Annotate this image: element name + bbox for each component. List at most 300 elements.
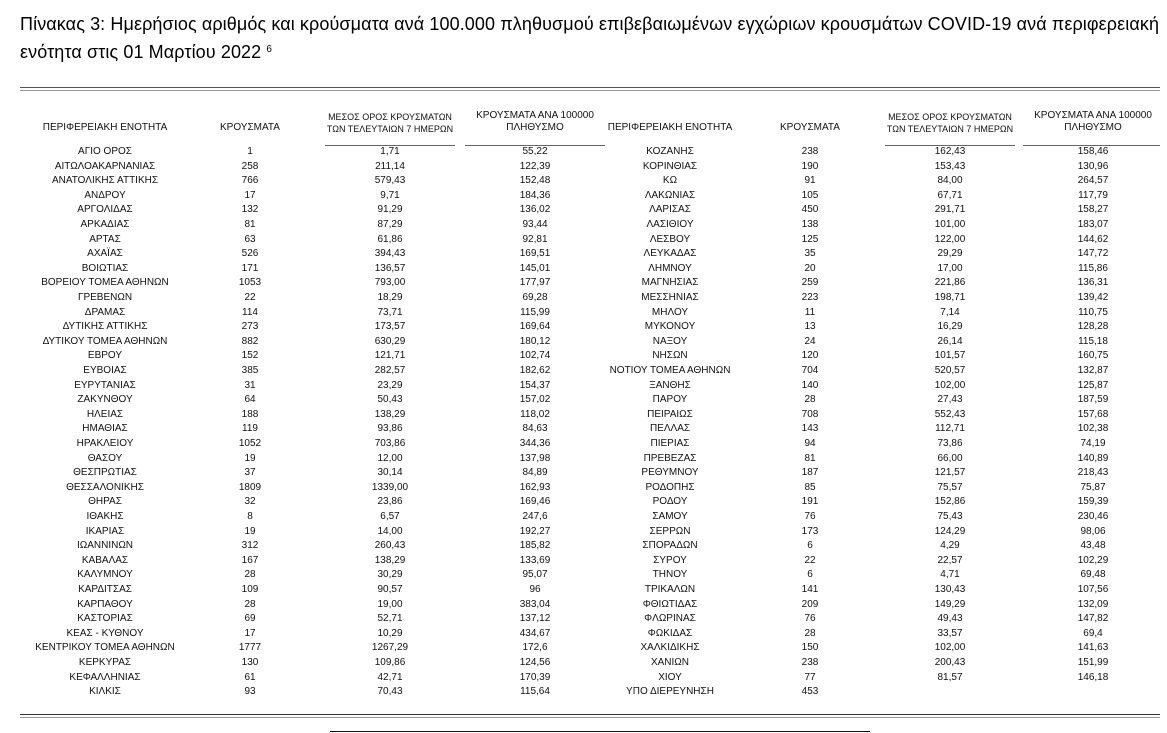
cell-per100k-left: 92,81 — [522, 233, 548, 245]
cell-region-left: ΔΥΤΙΚΗΣ ΑΤΤΙΚΗΣ — [62, 321, 148, 333]
cell-per100k-right: 183,07 — [1077, 219, 1109, 230]
cell-cases-right: 141 — [801, 584, 819, 595]
cell-avg7-left: 1267,29 — [371, 642, 409, 654]
cell-cases-right: 209 — [801, 598, 819, 610]
cell-per100k-left: 383,04 — [519, 598, 551, 610]
cell-avg7-left: 91,29 — [377, 204, 403, 216]
cell-per100k-right: 115,86 — [1078, 262, 1108, 274]
cell-region-right: ΧΑΝΙΩΝ — [650, 657, 690, 668]
cell-region-right: ΜΥΚΟΝΟΥ — [644, 321, 696, 333]
cell-region-right: ΚΩ — [662, 175, 678, 187]
header-avg7-right — [880, 112, 1020, 134]
cell-avg7-left: 6,57 — [380, 511, 400, 522]
cell-region-right: ΧΙΟΥ — [658, 671, 682, 683]
cell-region-left: ΖΑΚΥΝΘΟΥ — [77, 394, 133, 406]
cell-avg7-left: 10,29 — [377, 627, 403, 639]
cell-region-right: ΛΗΜΝΟΥ — [648, 262, 692, 274]
cell-region-right: ΥΠΟ ΔΙΕΡΕΥΝΗΣΗ — [626, 686, 714, 698]
cell-per100k-right: 130,96 — [1077, 160, 1109, 172]
cell-cases-left: 1052 — [238, 438, 262, 449]
cell-avg7-left: 9,71 — [380, 189, 400, 201]
cell-cases-right: 704 — [801, 365, 819, 376]
cell-cases-right: 453 — [801, 686, 819, 698]
cell-cases-left: 882 — [241, 335, 259, 347]
cell-per100k-right: 125,87 — [1077, 379, 1109, 391]
table-row — [20, 627, 1160, 642]
header-per100k-right-l2: ΠΛΗΘΥΣΜΟ — [1064, 122, 1122, 133]
cell-per100k-right: 158,46 — [1077, 146, 1109, 157]
table-caption — [20, 10, 1160, 66]
caption-line-2 — [20, 38, 1160, 66]
cell-region-right: ΤΡΙΚΑΛΩΝ — [644, 584, 696, 595]
cell-avg7-left: 138,29 — [374, 408, 406, 420]
cell-per100k-left: 184,36 — [519, 189, 551, 201]
cell-region-right: ΠΑΡΟΥ — [652, 394, 688, 406]
cell-region-right: ΦΘΙΩΤΙΔΑΣ — [642, 598, 698, 610]
cell-region-left: ΙΩΑΝΝΙΝΩΝ — [76, 540, 134, 552]
cell-per100k-left: 169,51 — [519, 248, 551, 260]
cell-region-right: ΝΑΞΟΥ — [652, 335, 688, 347]
cell-cases-left: 31 — [244, 379, 256, 391]
cell-region-right: ΡΟΔΟΠΗΣ — [645, 481, 695, 493]
caption-line-2-text: ενότητα στις 01 Μαρτίου 2022 — [20, 42, 267, 62]
cell-per100k-right: 132,09 — [1077, 598, 1109, 610]
cell-per100k-left: 154,37 — [519, 379, 551, 391]
cell-cases-right: 150 — [801, 642, 819, 654]
cell-cases-right: 85 — [804, 481, 816, 493]
cell-region-left: ΙΚΑΡΙΑΣ — [85, 525, 125, 537]
cell-per100k-left: 115,99 — [520, 306, 550, 318]
cell-cases-left: 64 — [244, 394, 256, 406]
cell-avg7-left: 30,14 — [377, 467, 403, 479]
cell-region-left: ΕΥΒΟΙΑΣ — [83, 365, 127, 376]
cell-cases-right: 13 — [804, 321, 816, 333]
cell-cases-right: 20 — [804, 262, 816, 274]
cell-avg7-right: 26,14 — [937, 335, 963, 347]
cell-avg7-right: 33,57 — [937, 627, 963, 639]
cell-cases-right: 191 — [801, 496, 819, 508]
cell-per100k-left: 185,82 — [519, 540, 551, 552]
cell-region-left: ΚΕΝΤΡΙΚΟΥ ΤΟΜΕΑ ΑΘΗΝΩΝ — [35, 642, 175, 654]
cell-cases-right: 138 — [801, 219, 819, 230]
cell-region-right: ΣΕΡΡΩΝ — [649, 525, 691, 537]
cell-per100k-left: 172,6 — [522, 642, 548, 654]
table-row — [20, 598, 1160, 613]
cell-avg7-right: 49,43 — [937, 613, 963, 625]
cell-cases-left: 17 — [244, 627, 256, 639]
cell-cases-right: 143 — [801, 423, 819, 435]
cell-region-left: ΚΑΡΔΙΤΣΑΣ — [78, 584, 132, 595]
cell-region-left: ΑΡΓΟΛΙΔΑΣ — [77, 204, 133, 216]
cell-per100k-right: 128,28 — [1077, 321, 1109, 333]
cell-cases-right: 223 — [801, 292, 819, 303]
table-row — [20, 466, 1160, 481]
cell-cases-right: 238 — [801, 146, 819, 157]
cell-avg7-right: 16,29 — [937, 321, 963, 333]
cell-region-left: ΚΑΛΥΜΝΟΥ — [77, 569, 133, 581]
cell-region-left: ΚΕΑΣ - ΚΥΘΝΟΥ — [66, 627, 144, 639]
cell-avg7-left: 73,71 — [377, 306, 403, 318]
cell-region-left: ΘΗΡΑΣ — [88, 496, 122, 508]
table-row — [20, 379, 1160, 394]
cell-cases-left: 132 — [241, 204, 259, 216]
cell-cases-right: 105 — [801, 189, 819, 201]
cell-avg7-right: 4,71 — [940, 569, 960, 581]
cell-avg7-left: 19,00 — [377, 598, 403, 610]
cell-cases-left: 385 — [241, 365, 259, 376]
cell-per100k-left: 96 — [529, 584, 541, 595]
cell-per100k-right: 69,4 — [1083, 627, 1103, 639]
cell-cases-left: 312 — [241, 540, 259, 552]
cell-per100k-left: 152,48 — [519, 175, 551, 187]
cell-region-right: ΡΟΔΟΥ — [652, 496, 688, 508]
cell-per100k-left: 170,39 — [519, 671, 551, 683]
cell-avg7-right: 149,29 — [934, 598, 966, 610]
cell-cases-right: 35 — [804, 248, 816, 260]
cell-region-left: ΘΕΣΣΑΛΟΝΙΚΗΣ — [66, 481, 144, 493]
header-cases-right: ΚΡΟΥΣΜΑΤΑ — [780, 122, 840, 133]
cell-avg7-left: 109,86 — [374, 657, 406, 668]
cell-region-left: ΕΒΡΟΥ — [87, 350, 123, 362]
cell-cases-right: 450 — [801, 204, 819, 216]
cell-avg7-left: 90,57 — [377, 584, 403, 595]
cell-avg7-left: 50,43 — [377, 394, 403, 406]
cell-avg7-left: 703,86 — [374, 438, 406, 449]
cell-region-right: ΛΕΣΒΟΥ — [649, 233, 691, 245]
cell-avg7-right: 67,71 — [937, 189, 963, 201]
cell-avg7-right: 4,29 — [940, 540, 960, 552]
cell-cases-left: 167 — [241, 554, 259, 566]
cell-per100k-left: 192,27 — [519, 525, 551, 537]
cell-per100k-left: 84,63 — [522, 423, 548, 435]
cell-per100k-right: 218,43 — [1077, 467, 1109, 479]
cell-avg7-left: 87,29 — [377, 219, 403, 230]
cell-per100k-left: 145,01 — [519, 262, 551, 274]
cell-cases-right: 28 — [804, 627, 816, 639]
header-avg7-left-l1: ΜΕΣΟΣ ΟΡΟΣ ΚΡΟΥΣΜΑΤΩΝ — [328, 112, 452, 122]
cell-region-left: ΗΜΑΘΙΑΣ — [82, 423, 128, 435]
cell-region-right: ΛΕΥΚΑΔΑΣ — [643, 248, 697, 260]
cell-per100k-left: 434,67 — [519, 627, 551, 639]
table-row — [20, 247, 1160, 262]
cell-cases-left: 1053 — [238, 277, 262, 289]
cell-cases-right: 28 — [804, 394, 816, 406]
cell-cases-left: 1809 — [238, 481, 262, 493]
cell-avg7-right: 101,57 — [934, 350, 966, 362]
cell-region-left: ΙΘΑΚΗΣ — [86, 511, 124, 522]
cell-avg7-left: 14,00 — [377, 525, 403, 537]
cell-per100k-right: 264,57 — [1077, 175, 1109, 187]
cell-cases-right: 238 — [801, 657, 819, 668]
cell-avg7-right: 66,00 — [937, 452, 963, 464]
cell-cases-right: 91 — [804, 175, 816, 187]
cell-avg7-right: 153,43 — [934, 160, 966, 172]
cell-avg7-right: 73,86 — [937, 438, 963, 449]
cell-cases-right: 76 — [804, 511, 816, 522]
cell-avg7-left: 211,14 — [375, 160, 405, 172]
header-avg7-right-l1: ΜΕΣΟΣ ΟΡΟΣ ΚΡΟΥΣΜΑΤΩΝ — [888, 112, 1012, 122]
cell-per100k-left: 162,93 — [519, 481, 551, 493]
cell-cases-left: 1 — [247, 146, 253, 157]
cell-cases-left: 258 — [241, 160, 259, 172]
cell-avg7-left: 1,71 — [380, 146, 400, 157]
cell-avg7-left: 793,00 — [374, 277, 406, 289]
table-row — [20, 364, 1160, 379]
cell-avg7-left: 138,29 — [374, 554, 406, 566]
cell-cases-right: 81 — [804, 452, 816, 464]
table-row — [20, 306, 1160, 321]
cell-per100k-left: 84,89 — [522, 467, 548, 479]
header-region-left: ΠΕΡΙΦΕΡΕΙΑΚΗ ΕΝΟΤΗΤΑ — [42, 122, 168, 133]
cell-per100k-left: 124,56 — [519, 657, 551, 668]
cell-avg7-left: 260,43 — [374, 540, 406, 552]
cell-cases-right: 24 — [804, 335, 816, 347]
cell-cases-left: 61 — [244, 671, 256, 683]
cell-cases-right: 125 — [801, 233, 819, 245]
footnote-marker: 6 — [266, 44, 273, 55]
cell-per100k-right: 132,87 — [1077, 365, 1109, 376]
cell-region-left: ΓΡΕΒΕΝΩΝ — [77, 292, 133, 303]
cell-avg7-right: 200,43 — [934, 657, 966, 668]
cell-avg7-left: 23,29 — [377, 379, 403, 391]
cell-avg7-right: 121,57 — [934, 467, 966, 479]
cell-avg7-left: 282,57 — [374, 365, 406, 376]
cell-per100k-right: 230,46 — [1077, 511, 1109, 522]
cell-avg7-right: 291,71 — [934, 204, 966, 216]
cell-region-left: ΒΟΡΕΙΟΥ ΤΟΜΕΑ ΑΘΗΝΩΝ — [41, 277, 169, 289]
cell-cases-left: 63 — [244, 233, 256, 245]
cell-avg7-left: 42,71 — [377, 671, 403, 683]
cell-per100k-left: 344,36 — [519, 438, 551, 449]
cell-region-left: ΚΕΡΚΥΡΑΣ — [78, 657, 132, 668]
cell-avg7-right: 102,00 — [934, 642, 966, 654]
cell-region-right: ΝΟΤΙΟΥ ΤΟΜΕΑ ΑΘΗΝΩΝ — [609, 365, 731, 376]
cell-cases-left: 114 — [242, 306, 258, 318]
cell-per100k-right: 139,42 — [1077, 292, 1109, 303]
cell-per100k-left: 182,62 — [519, 365, 551, 376]
table-row — [20, 233, 1160, 248]
table-row — [20, 525, 1160, 540]
cell-region-left: ΚΕΦΑΛΛΗΝΙΑΣ — [69, 671, 141, 683]
cell-region-left: ΚΙΛΚΙΣ — [89, 686, 121, 698]
cell-region-left: ΚΑΣΤΟΡΙΑΣ — [77, 613, 133, 625]
cell-region-right: ΣΑΜΟΥ — [652, 511, 688, 522]
cell-avg7-left: 579,43 — [374, 175, 406, 187]
cell-avg7-left: 12,00 — [377, 452, 403, 464]
cell-avg7-left: 1339,00 — [371, 481, 409, 493]
table-row — [20, 539, 1160, 554]
cell-per100k-left: 95,07 — [522, 569, 548, 581]
table-row — [20, 408, 1160, 423]
cell-region-left: ΑΝΑΤΟΛΙΚΗΣ ΑΤΤΙΚΗΣ — [51, 175, 159, 187]
cell-cases-right: 173 — [801, 525, 819, 537]
header-per100k-left-l2: ΠΛΗΘΥΣΜΟ — [506, 122, 564, 133]
cell-avg7-left: 121,71 — [374, 350, 406, 362]
cell-region-right: ΝΗΣΩΝ — [652, 350, 688, 362]
bottom-rule-2 — [20, 717, 1160, 718]
cell-cases-right: 187 — [801, 467, 819, 479]
cell-per100k-left: 115,64 — [520, 686, 550, 698]
cell-region-left: ΘΕΣΠΡΩΤΙΑΣ — [73, 467, 137, 479]
table-row — [20, 568, 1160, 583]
cell-avg7-left: 630,29 — [374, 335, 406, 347]
top-rule — [20, 87, 1160, 88]
cell-avg7-left: 52,71 — [377, 613, 403, 625]
cell-cases-left: 19 — [244, 452, 256, 464]
cell-cases-right: 22 — [804, 554, 816, 566]
cell-per100k-right: 117,79 — [1078, 189, 1108, 201]
cell-avg7-left: 136,57 — [374, 262, 406, 274]
table-row — [20, 335, 1160, 350]
cell-region-right: ΣΠΟΡΑΔΩΝ — [642, 540, 698, 552]
cell-cases-left: 766 — [241, 175, 259, 187]
table-row — [20, 189, 1160, 204]
cell-per100k-left: 122,39 — [519, 160, 551, 172]
cell-avg7-right: 221,86 — [934, 277, 966, 289]
cell-avg7-right: 124,29 — [934, 525, 966, 537]
cell-avg7-left: 23,86 — [377, 496, 403, 508]
cell-per100k-right: 147,72 — [1077, 248, 1109, 260]
header-per100k-left — [465, 110, 605, 133]
cell-cases-right: 6 — [807, 540, 813, 552]
cell-avg7-left: 61,86 — [377, 233, 403, 245]
cell-avg7-right: 122,00 — [934, 233, 966, 245]
cell-region-right: ΞΑΝΘΗΣ — [649, 379, 691, 391]
cell-region-right: ΣΥΡΟΥ — [653, 554, 687, 566]
cell-avg7-right: 75,43 — [937, 511, 963, 522]
table-row — [20, 262, 1160, 277]
cell-region-right: ΚΟΡΙΝΘΙΑΣ — [642, 160, 698, 172]
cell-avg7-left: 173,57 — [374, 321, 406, 333]
header-per100k-right-l1: ΚΡΟΥΣΜΑΤΑ ΑΝΑ 100000 — [1034, 110, 1152, 121]
cell-region-right: ΜΕΣΣΗΝΙΑΣ — [641, 292, 699, 303]
cell-cases-left: 171 — [241, 262, 259, 274]
cell-region-right: ΜΗΛΟΥ — [651, 306, 689, 318]
table-row — [20, 203, 1160, 218]
cell-per100k-right: 75,87 — [1080, 481, 1106, 493]
cell-region-right: ΛΑΚΩΝΙΑΣ — [644, 189, 696, 201]
header-per100k-right — [1023, 110, 1163, 133]
cell-avg7-right: 75,57 — [937, 481, 963, 493]
table-row — [20, 656, 1160, 671]
cell-region-right: ΠΙΕΡΙΑΣ — [650, 438, 690, 449]
cell-avg7-left: 93,86 — [377, 423, 403, 435]
cell-per100k-right: 141,63 — [1077, 642, 1109, 654]
cell-per100k-right: 187,59 — [1077, 394, 1109, 406]
cell-avg7-right: 130,43 — [934, 584, 966, 595]
cell-cases-left: 19 — [244, 525, 256, 537]
cell-cases-left: 1777 — [238, 642, 262, 654]
cell-avg7-left: 394,43 — [374, 248, 406, 260]
cell-avg7-left: 70,43 — [377, 686, 403, 698]
cell-avg7-right: 29,29 — [937, 248, 963, 260]
table-row — [20, 349, 1160, 364]
cell-per100k-right: 102,29 — [1077, 554, 1109, 566]
cell-cases-left: 28 — [244, 598, 256, 610]
cell-cases-right: 6 — [807, 569, 813, 581]
table-row — [20, 393, 1160, 408]
cell-avg7-right: 22,57 — [937, 554, 963, 566]
cell-cases-left: 130 — [241, 657, 259, 668]
cell-region-left: ΚΑΡΠΑΘΟΥ — [77, 598, 133, 610]
cell-cases-left: 81 — [244, 219, 256, 230]
cell-region-left: ΔΡΑΜΑΣ — [84, 306, 126, 318]
table-row — [20, 422, 1160, 437]
table-row — [20, 276, 1160, 291]
cell-per100k-right: 159,39 — [1077, 496, 1109, 508]
cell-per100k-right: 158,27 — [1077, 204, 1109, 216]
cell-cases-right: 94 — [804, 438, 816, 449]
cell-region-left: ΚΑΒΑΛΑΣ — [81, 554, 129, 566]
top-rule-2 — [20, 90, 1160, 91]
cell-cases-left: 32 — [244, 496, 256, 508]
caption-line-1: Πίνακας 3: Ημερήσιος αριθμός και κρούσματα ανά 100.000 πληθυσμού επιβεβαιωμένων εγχώριων κρουσμάτων COVID-19 ανά περιφερειακή — [20, 14, 1160, 34]
cell-per100k-right: 136,31 — [1077, 277, 1109, 289]
table-row — [20, 612, 1160, 627]
header-region-right: ΠΕΡΙΦΕΡΕΙΑΚΗ ΕΝΟΤΗΤΑ — [607, 122, 733, 133]
table-row — [20, 437, 1160, 452]
cell-avg7-right: 552,43 — [934, 408, 966, 420]
bottom-rule — [20, 714, 1160, 715]
cell-per100k-right: 107,56 — [1077, 584, 1109, 595]
cell-cases-right: 190 — [801, 160, 819, 172]
header-cases-left: ΚΡΟΥΣΜΑΤΑ — [220, 122, 280, 133]
cell-cases-right: 76 — [804, 613, 816, 625]
cell-region-right: ΦΛΩΡΙΝΑΣ — [644, 613, 696, 625]
cell-region-left: ΑΧΑΪΑΣ — [87, 248, 123, 260]
cell-per100k-right: 147,82 — [1077, 613, 1109, 625]
cell-avg7-right: 101,00 — [934, 219, 966, 230]
cell-per100k-right: 151,99 — [1077, 657, 1109, 668]
table-row — [20, 641, 1160, 656]
cell-region-right: ΛΑΣΙΘΙΟΥ — [646, 219, 694, 230]
cell-per100k-left: 169,46 — [519, 496, 551, 508]
page-bottom-rule — [330, 731, 870, 732]
cell-cases-left: 273 — [241, 321, 259, 333]
cell-avg7-right: 102,00 — [934, 379, 966, 391]
cell-cases-left: 152 — [241, 350, 259, 362]
cell-avg7-right: 152,86 — [934, 496, 966, 508]
cell-avg7-left: 30,29 — [377, 569, 403, 581]
cell-region-right: ΡΕΘΥΜΝΟΥ — [641, 467, 699, 479]
cell-per100k-left: 69,28 — [522, 292, 548, 303]
cell-region-left: ΑΡΚΑΔΙΑΣ — [80, 219, 130, 230]
cell-per100k-right: 110,75 — [1078, 306, 1108, 318]
cell-cases-right: 140 — [801, 379, 819, 391]
cell-per100k-right: 43,48 — [1080, 540, 1106, 552]
cell-cases-left: 93 — [244, 686, 256, 698]
cell-per100k-right: 160,75 — [1077, 350, 1109, 362]
cell-per100k-left: 55,22 — [522, 146, 548, 157]
cell-per100k-right: 144,62 — [1077, 233, 1109, 245]
cell-per100k-left: 136,02 — [519, 204, 551, 216]
cell-cases-left: 119 — [242, 423, 258, 435]
header-per100k-left-l1: ΚΡΟΥΣΜΑΤΑ ΑΝΑ 100000 — [476, 110, 594, 121]
table-row — [20, 452, 1160, 467]
cell-region-left: ΗΡΑΚΛΕΙΟΥ — [76, 438, 134, 449]
cell-per100k-left: 247,6 — [522, 511, 548, 522]
cell-per100k-right: 140,89 — [1077, 452, 1109, 464]
cell-per100k-right: 146,18 — [1077, 671, 1109, 683]
table-row — [20, 174, 1160, 189]
cell-per100k-left: 157,02 — [519, 394, 551, 406]
cell-per100k-left: 93,44 — [522, 219, 548, 230]
table-row — [20, 685, 1160, 700]
cell-per100k-left: 137,98 — [519, 452, 551, 464]
cell-avg7-right: 198,71 — [934, 292, 966, 303]
cell-avg7-right: 7,14 — [940, 306, 960, 318]
table-row — [20, 671, 1160, 686]
